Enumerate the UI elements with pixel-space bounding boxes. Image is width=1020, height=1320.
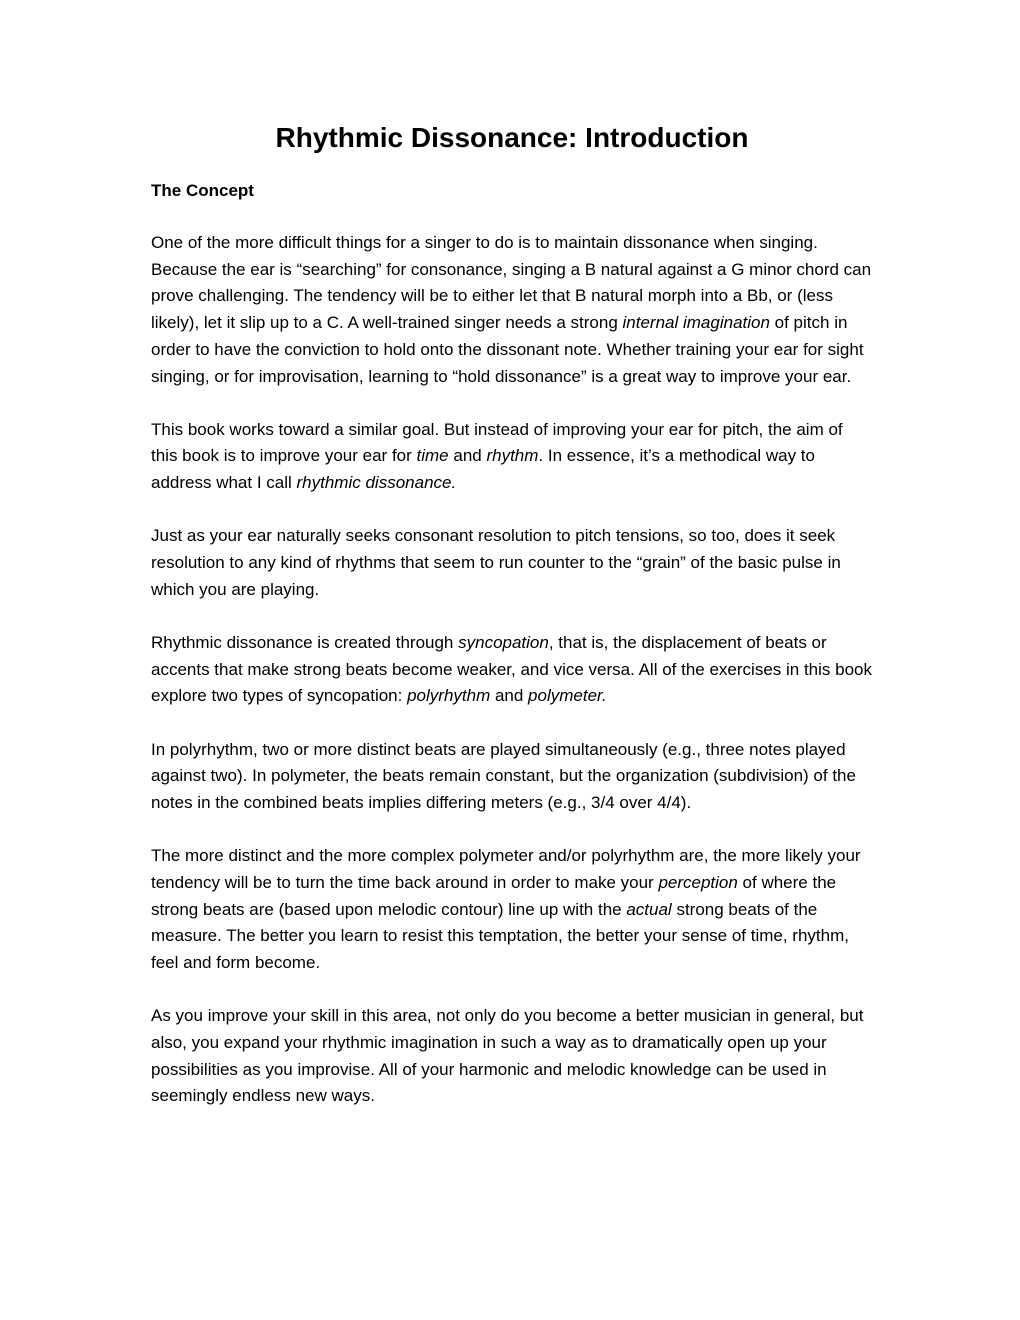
text-run: Rhythmic dissonance is created through <box>151 632 459 652</box>
italic-text-run: time <box>416 446 449 466</box>
text-run: and <box>490 686 529 706</box>
text-run: The more distinct and the more complex polymeter and/or polyrhythm are, the more likely your tendency will be to turn the time back around in order to make your <box>151 846 861 892</box>
paragraph-3 <box>151 523 873 603</box>
section-heading: The Concept <box>151 181 254 200</box>
paragraph-7 <box>151 1003 873 1110</box>
page-title: Rhythmic Dissonance: Introduction <box>275 122 749 153</box>
text-run: Just as your ear naturally seeks consonant resolution to pitch tensions, so too, does it seek resolution to any kind of rhythms that seem to run counter to the “grain” of the basic pulse in which you are playing. <box>151 526 841 599</box>
italic-text-run: actual <box>626 899 672 919</box>
text-run: strong beats of the measure. The better you learn to resist this temptation, the better your sense of time, rhythm, feel and form become. <box>151 899 849 972</box>
italic-text-run: polymeter. <box>528 686 607 706</box>
paragraph-1 <box>151 230 873 390</box>
document-page <box>151 118 873 1110</box>
text-run: , that is, the displacement of beats or accents that make strong beats become weaker, and vice versa. All of the exercises in this book explore two types of syncopation: <box>151 632 872 706</box>
italic-text-run: perception <box>658 872 738 892</box>
text-run: and <box>448 446 487 466</box>
text-run: One of the more difficult things for a singer to do is to maintain dissonance when singing. Because the ear is “searching” for consonance, singing a B natural against a G minor chord can prove challenging. The tendency will be to either let that B natural morph into a Bb, or (less likely), let it slip up to a C. A well-trained singer needs a strong <box>151 233 872 333</box>
italic-text-run: rhythm <box>486 446 539 466</box>
paragraph-5 <box>151 737 873 817</box>
text-run: of pitch in order to have the conviction to hold onto the dissonant note. Whether training your ear for sight singing, or for improvisation, learning to “hold dissonance” is a great way to improve your ear. <box>151 313 864 386</box>
italic-text-run: polyrhythm <box>407 686 491 706</box>
text-run: In polyrhythm, two or more distinct beats are played simultaneously (e.g., three notes played against two). In polymeter, the beats remain constant, but the organization (subdivision) of the notes in the combined beats implies differing meters (e.g., 3/4 over 4/4). <box>151 739 856 812</box>
paragraph-4 <box>151 630 873 710</box>
paragraph-2 <box>151 417 873 497</box>
italic-text-run: internal imagination <box>622 313 770 333</box>
text-run: . In essence, it’s a methodical way to address what I call <box>151 446 815 493</box>
text-run: This book works toward a similar goal. But instead of improving your ear for pitch, the aim of this book is to improve your ear for <box>151 419 843 466</box>
paragraph-6 <box>151 843 873 977</box>
text-run: As you improve your skill in this area, not only do you become a better musician in general, but also, you expand your rhythmic imagination in such a way as to dramatically open up your possibilities as you improvise. All of your harmonic and melodic knowledge can be used in seemingly endless new ways. <box>151 1006 864 1106</box>
text-run: of where the strong beats are (based upon melodic contour) line up with the <box>151 872 837 919</box>
italic-text-run: rhythmic dissonance. <box>296 473 457 493</box>
italic-text-run: syncopation <box>458 632 549 652</box>
